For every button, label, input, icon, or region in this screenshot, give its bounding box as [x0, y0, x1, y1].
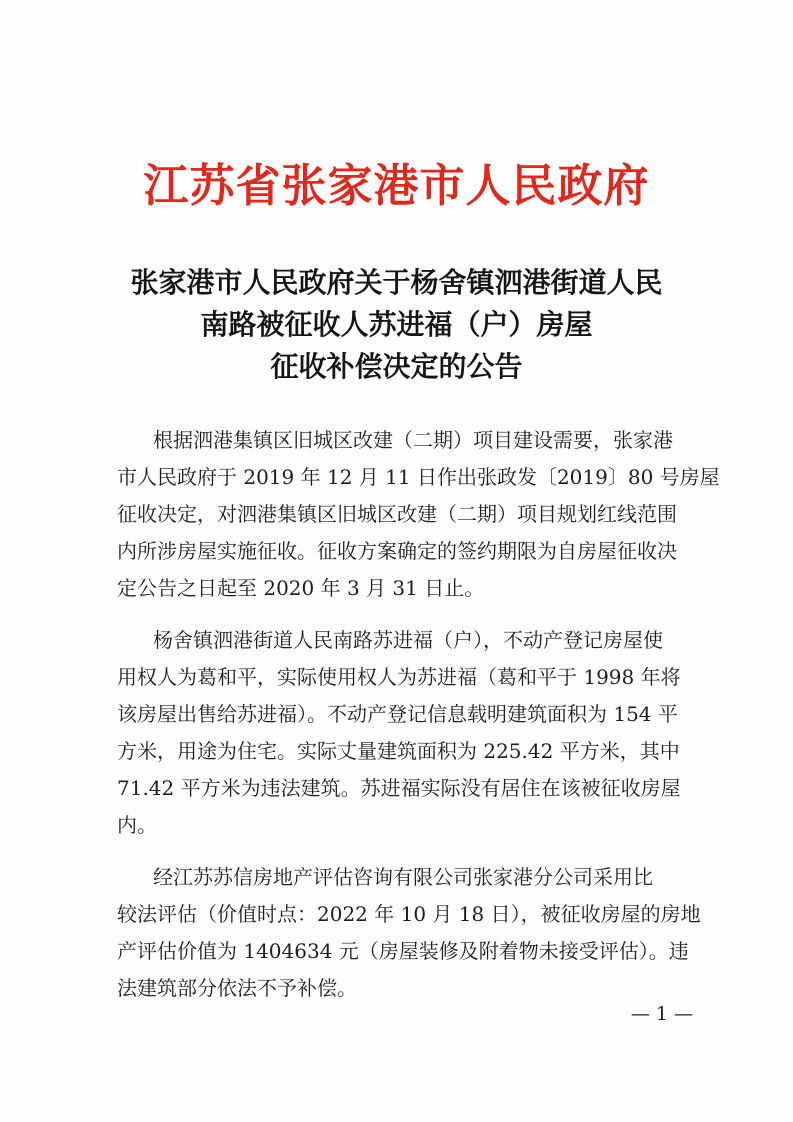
paragraph-2 [117, 622, 695, 844]
paragraph-3 [117, 859, 701, 1007]
document-title-line: 张家港市人民政府关于杨舍镇泗港街道人民 [130, 266, 663, 299]
paragraph-line: 征收决定，对泗港集镇区旧城区改建（二期）项目规划红线范围 [117, 502, 677, 526]
paragraph-line: 内所涉房屋实施征收。征收方案确定的签约期限为自房屋征收决 [117, 539, 677, 563]
paragraph-line: 法建筑部分依法不予补偿。 [117, 976, 357, 1000]
paragraph-line: 内。 [117, 813, 157, 837]
document-title [60, 262, 733, 388]
document-body [117, 422, 720, 1022]
paragraph-line: 71.42 平方米为违法建筑。苏进福实际没有居住在该被征收房屋 [117, 776, 681, 800]
paragraph-line: 根据泗港集镇区旧城区改建（二期）项目建设需要，张家港 [153, 428, 673, 452]
paragraph-line: 市人民政府于 2019 年 12 月 11 日作出张政发〔2019〕80 号房屋 [117, 465, 720, 489]
paragraph-line: 产评估价值为 1404634 元（房屋装修及附着物未接受评估）。违 [117, 939, 689, 963]
paragraph-1 [117, 422, 720, 607]
document-title-line: 南路被征收人苏进福（户）房屋 [200, 308, 593, 341]
document-title-line: 征收补偿决定的公告 [270, 350, 523, 383]
paragraph-line: 该房屋出售给苏进福）。不动产登记信息载明建筑面积为 154 平 [117, 702, 678, 726]
paragraph-line: 经江苏苏信房地产评估咨询有限公司张家港分公司采用比 [153, 865, 653, 889]
page-number: — 1 — [630, 1003, 693, 1025]
paragraph-line: 方米，用途为住宅。实际丈量建筑面积为 225.42 平方米，其中 [117, 739, 680, 763]
paragraph-line: 较法评估（价值时点：2022 年 10 月 18 日），被征收房屋的房地 [117, 902, 701, 926]
issuing-authority-header: 江苏省张家港市人民政府 [143, 159, 650, 212]
paragraph-line: 杨舍镇泗港街道人民南路苏进福（户），不动产登记房屋使 [153, 628, 663, 652]
paragraph-line: 定公告之日起至 2020 年 3 月 31 日止。 [117, 576, 485, 600]
paragraph-line: 用权人为葛和平，实际使用权人为苏进福（葛和平于 1998 年将 [117, 665, 681, 689]
